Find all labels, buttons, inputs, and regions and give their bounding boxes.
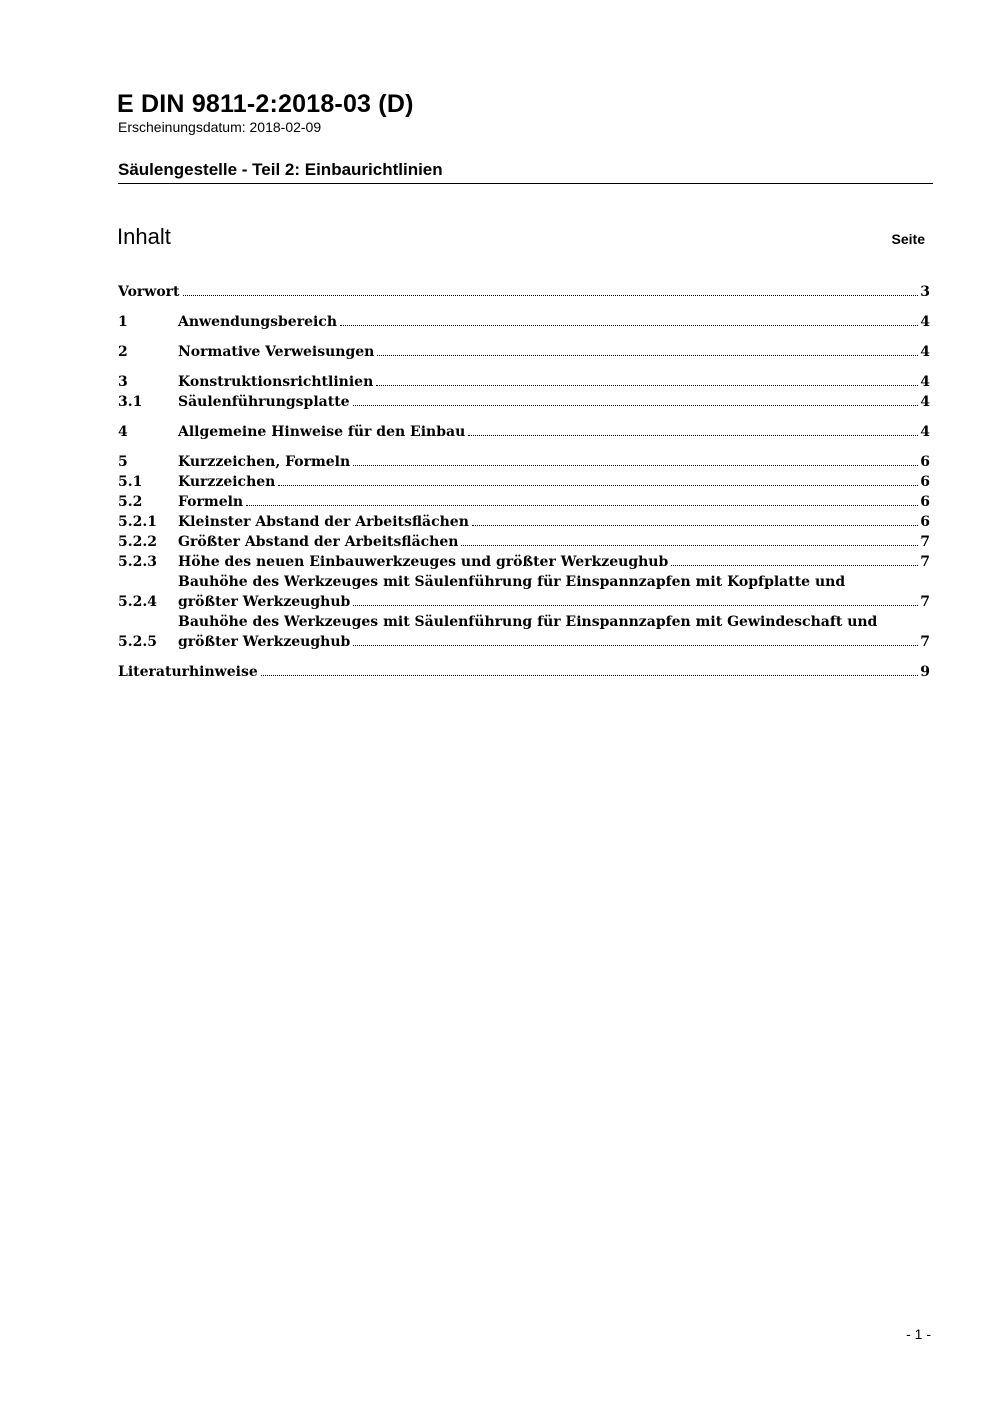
toc-entry-title: Kurzzeichen, Formeln — [178, 454, 351, 470]
toc-entry-number: 5.2.1 — [118, 514, 157, 530]
toc-entry-title: Allgemeine Hinweise für den Einbau — [178, 424, 466, 440]
toc-dot-leader — [246, 505, 918, 506]
toc-dot-leader — [278, 485, 918, 486]
toc-entry-page: 7 — [920, 534, 930, 550]
toc-entry-page: 4 — [920, 314, 930, 330]
toc-entry-5-2-4[interactable] — [118, 572, 930, 612]
toc-entry-page: 7 — [920, 554, 930, 570]
toc-entry-number: 5.1 — [118, 474, 143, 490]
toc-entry-5-2-3[interactable] — [118, 552, 930, 572]
publication-date: Erscheinungsdatum: 2018-02-09 — [118, 119, 322, 135]
toc-entry-title: Anwendungsbereich — [178, 314, 337, 330]
toc-entry-5-1[interactable] — [118, 472, 930, 492]
toc-entry-title-line2: größter Werkzeughub — [178, 634, 351, 650]
header-rule — [118, 183, 933, 184]
toc-heading: Inhalt — [117, 224, 171, 249]
toc-entry-title: Literaturhinweise — [118, 664, 258, 680]
toc-entry-page: 4 — [920, 374, 930, 390]
toc-entry-number: 4 — [118, 424, 128, 440]
toc-dot-leader — [353, 405, 918, 406]
footer-page-number: - 1 - — [906, 1326, 931, 1342]
toc-dot-leader — [353, 605, 918, 606]
toc-entry-title-line1: Bauhöhe des Werkzeuges mit Säulenführung für Einspannzapfen mit Kopfplatte und — [178, 574, 846, 590]
toc-entry-number: 3 — [118, 374, 128, 390]
toc-entry-number: 5.2.4 — [118, 594, 157, 610]
toc-entry-title: Säulenführungsplatte — [178, 394, 350, 410]
toc-entry-number: 5 — [118, 454, 128, 470]
toc-dot-leader — [461, 545, 918, 546]
toc-entry-3-1[interactable] — [118, 392, 930, 412]
toc-entry-5-2-2[interactable] — [118, 532, 930, 552]
toc-dot-leader — [353, 645, 918, 646]
toc-dot-leader — [376, 385, 918, 386]
document-id: E DIN 9811-2:2018-03 (D) — [117, 90, 414, 118]
toc-entry-title: Vorwort — [118, 284, 180, 300]
toc-entry-2[interactable] — [118, 342, 930, 362]
toc-entry-page: 6 — [920, 454, 930, 470]
toc-dot-leader — [468, 435, 918, 436]
toc-entry-5-2[interactable] — [118, 492, 930, 512]
toc-entry-1[interactable] — [118, 312, 930, 332]
toc-entry-title: Konstruktionsrichtlinien — [178, 374, 374, 390]
toc-entry-title-line1: Bauhöhe des Werkzeuges mit Säulenführung für Einspannzapfen mit Gewindeschaft und — [178, 614, 878, 630]
toc-entry-5-2-1[interactable] — [118, 512, 930, 532]
toc-entry-page: 6 — [920, 514, 930, 530]
toc-dot-leader — [353, 465, 918, 466]
toc-entry-5[interactable] — [118, 452, 930, 472]
toc-entry-title: Größter Abstand der Arbeitsflächen — [178, 534, 459, 550]
toc-entry-number: 5.2.2 — [118, 534, 157, 550]
toc-entry-title: Normative Verweisungen — [178, 344, 375, 360]
toc-dot-leader — [472, 525, 918, 526]
toc-entry-number: 2 — [118, 344, 128, 360]
toc-entry-4[interactable] — [118, 422, 930, 442]
toc-entry-page: 6 — [920, 494, 930, 510]
toc-page-column-label: Seite — [891, 231, 925, 247]
toc-entry-3[interactable] — [118, 372, 930, 392]
toc-entry-number: 3.1 — [118, 394, 143, 410]
toc-entry-page: 6 — [920, 474, 930, 490]
toc-entry-vorwort[interactable] — [118, 282, 930, 302]
toc-entry-page: 7 — [920, 634, 930, 650]
toc-dot-leader — [183, 295, 918, 296]
toc-entry-title: Formeln — [178, 494, 244, 510]
toc-entry-page: 9 — [920, 664, 930, 680]
toc-entry-title: Höhe des neuen Einbauwerkzeuges und größter Werkzeughub — [178, 554, 669, 570]
toc-entry-number: 1 — [118, 314, 128, 330]
toc-entry-page: 4 — [920, 394, 930, 410]
toc-entry-page: 4 — [920, 424, 930, 440]
toc-entry-5-2-5[interactable] — [118, 612, 930, 652]
toc-entry-page: 3 — [920, 284, 930, 300]
toc-entry-page: 4 — [920, 344, 930, 360]
toc-entry-title: Kleinster Abstand der Arbeitsflächen — [178, 514, 469, 530]
toc-entry-number: 5.2.3 — [118, 554, 157, 570]
toc-dot-leader — [340, 325, 918, 326]
toc-entry-title: Kurzzeichen — [178, 474, 276, 490]
table-of-contents — [118, 282, 930, 682]
toc-dot-leader — [377, 355, 918, 356]
toc-entry-number: 5.2.5 — [118, 634, 157, 650]
document-subtitle: Säulengestelle - Teil 2: Einbaurichtlinien — [118, 160, 443, 179]
toc-dot-leader — [671, 565, 918, 566]
toc-dot-leader — [261, 675, 918, 676]
toc-entry-literaturhinweise[interactable] — [118, 662, 930, 682]
toc-entry-page: 7 — [920, 594, 930, 610]
toc-entry-number: 5.2 — [118, 494, 143, 510]
toc-entry-title-line2: größter Werkzeughub — [178, 594, 351, 610]
